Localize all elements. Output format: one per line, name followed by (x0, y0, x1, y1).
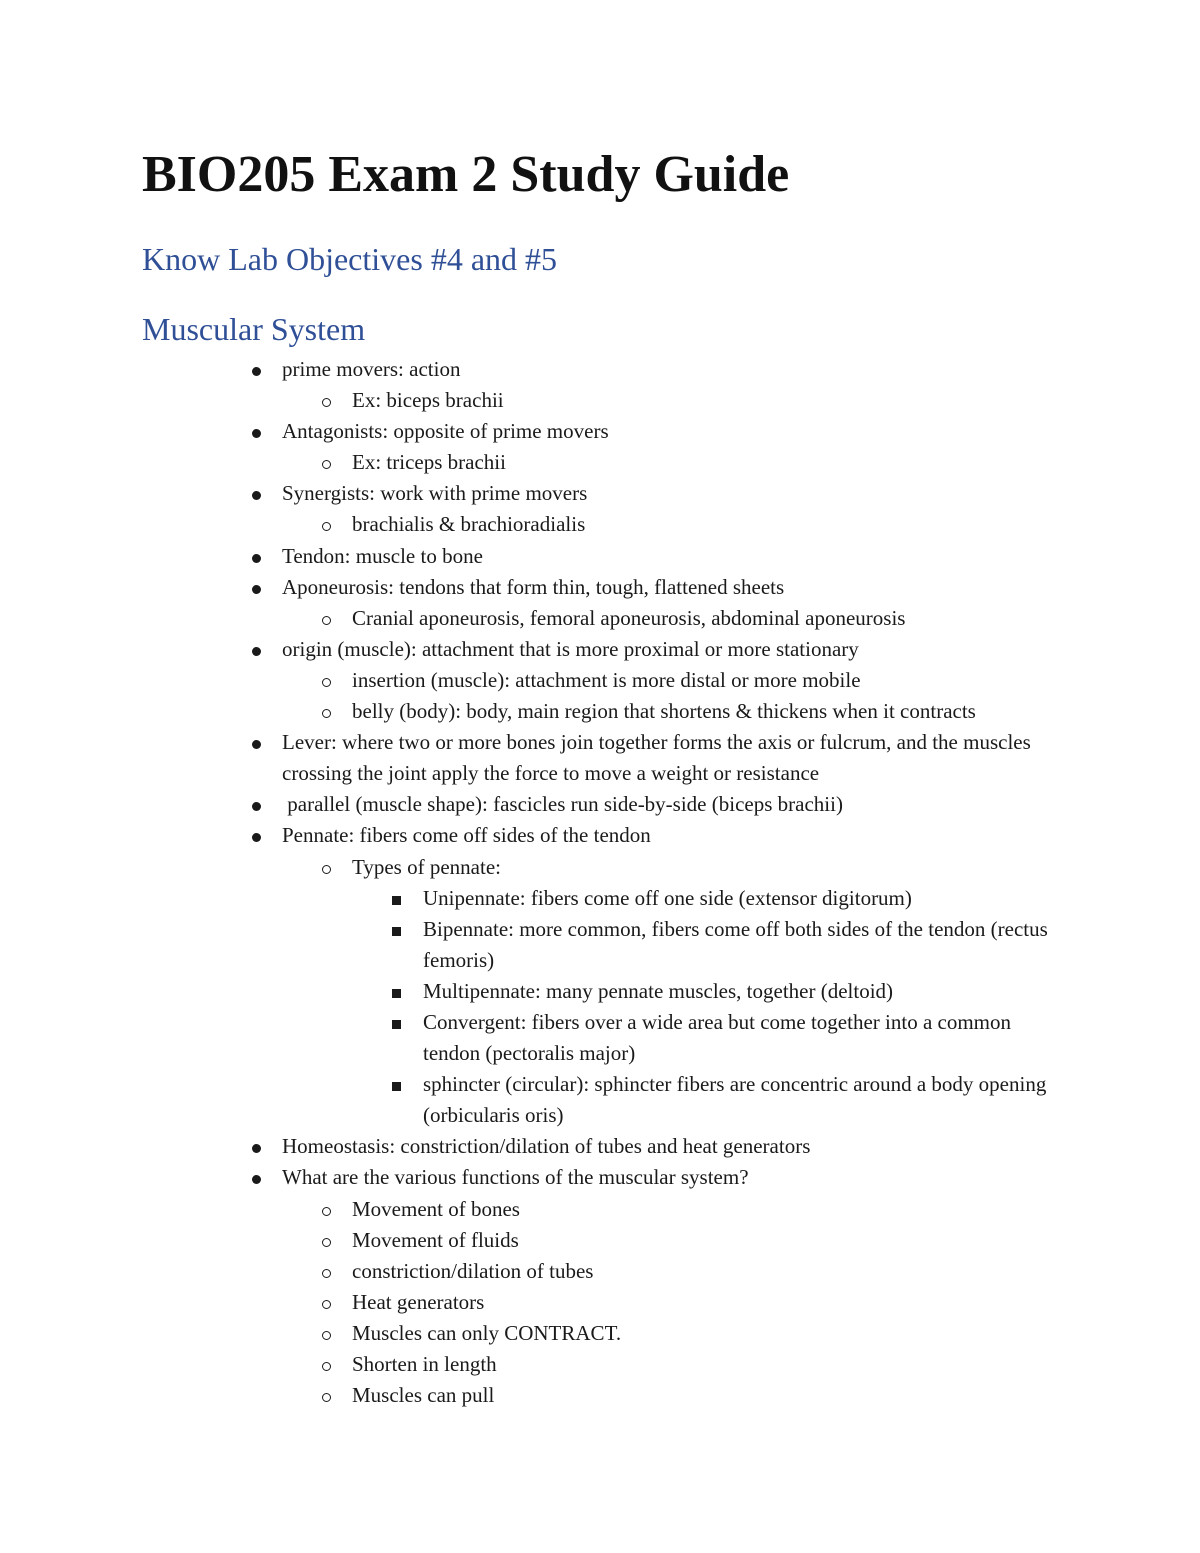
list-item-text: Muscles can only CONTRACT. (352, 1320, 622, 1345)
list-item-text: constriction/dilation of tubes (352, 1258, 594, 1283)
list-item-level-1 (0, 1162, 1062, 1193)
bullet-circle-icon (316, 696, 336, 727)
bullet-circle-icon (316, 1380, 336, 1411)
list-item-level-3 (0, 883, 1063, 914)
list-item-level-2 (0, 1225, 1062, 1256)
bullet-circle-icon (316, 385, 336, 416)
list-item-level-2 (0, 852, 1062, 883)
bullet-dot-icon (246, 789, 266, 820)
list-item-text: Lever: where two or more bones join together forms the axis or fulcrum, and the muscles crossing the joint apply the force to move a weight or resistance (282, 730, 1037, 786)
bullet-dot-icon (246, 416, 266, 447)
bullet-circle-icon (316, 1194, 336, 1225)
list-item-level-3 (0, 1069, 1063, 1131)
bullet-circle-icon (316, 852, 336, 883)
list-item-level-2 (0, 603, 1062, 634)
list-item-level-1 (0, 354, 1062, 385)
study-guide-list (0, 354, 1200, 1411)
list-item-level-2 (0, 1380, 1062, 1411)
bullet-circle-icon (316, 603, 336, 634)
bullet-circle-icon (316, 447, 336, 478)
list-item-text: Multipennate: many pennate muscles, together (deltoid) (423, 978, 894, 1003)
bullet-dot-icon (246, 1162, 266, 1193)
list-item-level-1 (0, 416, 1062, 447)
bullet-dot-icon (246, 541, 266, 572)
list-item-text: Movement of fluids (352, 1227, 519, 1252)
list-item-level-2 (0, 696, 1062, 727)
list-item-text: Cranial aponeurosis, femoral aponeurosis, abdominal aponeurosis (352, 605, 906, 630)
list-item-level-1 (0, 820, 1062, 851)
list-item-text: origin (muscle): attachment that is more proximal or more stationary (282, 636, 859, 661)
list-item-level-1 (0, 789, 1062, 820)
list-item-text: Shorten in length (352, 1352, 497, 1376)
list-item-text: prime movers: action (282, 357, 461, 381)
list-item-text: Ex: triceps brachii (352, 450, 506, 475)
list-item-text: Tendon: muscle to bone (282, 543, 483, 568)
bullet-square-icon (386, 976, 406, 1007)
bullet-circle-icon (316, 1287, 336, 1318)
list-item-text: Pennate: fibers come off sides of the tendon (282, 823, 651, 848)
list-item-text: insertion (muscle): attachment is more distal or more mobile (352, 667, 861, 692)
bullet-dot-icon (246, 820, 266, 851)
section-heading-muscular-system: Muscular System (142, 311, 366, 347)
list-item-text: Convergent: fibers over a wide area but come together into a common tendon (pectoralis major) (423, 1009, 1017, 1066)
bullet-dot-icon (246, 478, 266, 509)
list-item-level-1 (0, 572, 1062, 603)
bullet-square-icon (386, 914, 406, 945)
document-title: BIO205 Exam 2 Study Guide (142, 146, 790, 203)
list-item-level-2 (0, 665, 1062, 696)
bullet-circle-icon (316, 1225, 336, 1256)
list-item-level-1 (0, 541, 1062, 572)
list-item-text: Ex: biceps brachii (352, 388, 504, 413)
lab-objectives-heading: Know Lab Objectives #4 and #5 (142, 241, 558, 277)
list-item-level-2 (0, 1194, 1062, 1225)
list-item-text: Synergists: work with prime movers (282, 481, 588, 506)
list-item-level-2 (0, 1318, 1062, 1349)
list-item-level-3 (0, 1007, 1063, 1069)
list-item-level-1 (0, 1131, 1062, 1162)
list-item-text: Homeostasis: constriction/dilation of tubes and heat generators (282, 1134, 811, 1159)
list-item-text: What are the various functions of the muscular system? (282, 1165, 749, 1190)
bullet-circle-icon (316, 509, 336, 540)
list-item-text: Heat generators (352, 1289, 485, 1314)
bullet-circle-icon (316, 665, 336, 696)
list-item-level-3 (0, 914, 1063, 976)
list-item-level-2 (0, 385, 1062, 416)
bullet-dot-icon (246, 727, 266, 758)
list-item-level-2 (0, 1349, 1062, 1380)
list-item-level-2 (0, 1287, 1062, 1318)
list-item-text: parallel (muscle shape): fascicles run side-by-side (biceps brachii) (282, 792, 843, 817)
bullet-dot-icon (246, 354, 266, 385)
list-item-level-2 (0, 447, 1062, 478)
list-item-text: Movement of bones (352, 1196, 520, 1221)
list-item-level-1 (0, 727, 1062, 789)
bullet-circle-icon (316, 1256, 336, 1287)
list-item-level-1 (0, 478, 1062, 509)
list-item-level-2 (0, 509, 1062, 540)
list-item-text: Muscles can pull (352, 1383, 495, 1408)
bullet-dot-icon (246, 634, 266, 665)
list-item-text: Unipennate: fibers come off one side (extensor digitorum) (423, 885, 912, 910)
bullet-circle-icon (316, 1318, 336, 1349)
list-item-text: brachialis & brachioradialis (352, 512, 586, 537)
list-item-text: sphincter (circular): sphincter fibers are concentric around a body opening (orbicularis oris) (423, 1072, 1052, 1128)
bullet-square-icon (386, 883, 406, 914)
list-item-level-2 (0, 1256, 1062, 1287)
list-item-text: Antagonists: opposite of prime movers (282, 419, 609, 444)
bullet-dot-icon (246, 1131, 266, 1162)
list-item-text: Aponeurosis: tendons that form thin, tough, flattened sheets (282, 574, 785, 599)
list-item-text: belly (body): body, main region that shortens & thickens when it contracts (352, 699, 976, 724)
bullet-square-icon (386, 1007, 406, 1038)
list-item-level-3 (0, 976, 1063, 1007)
bullet-square-icon (386, 1069, 406, 1100)
list-item-text: Types of pennate: (352, 854, 501, 879)
bullet-circle-icon (316, 1349, 336, 1380)
list-item-text: Bipennate: more common, fibers come off both sides of the tendon (rectus femoris) (423, 916, 1054, 972)
list-item-level-1 (0, 634, 1062, 665)
bullet-dot-icon (246, 572, 266, 603)
